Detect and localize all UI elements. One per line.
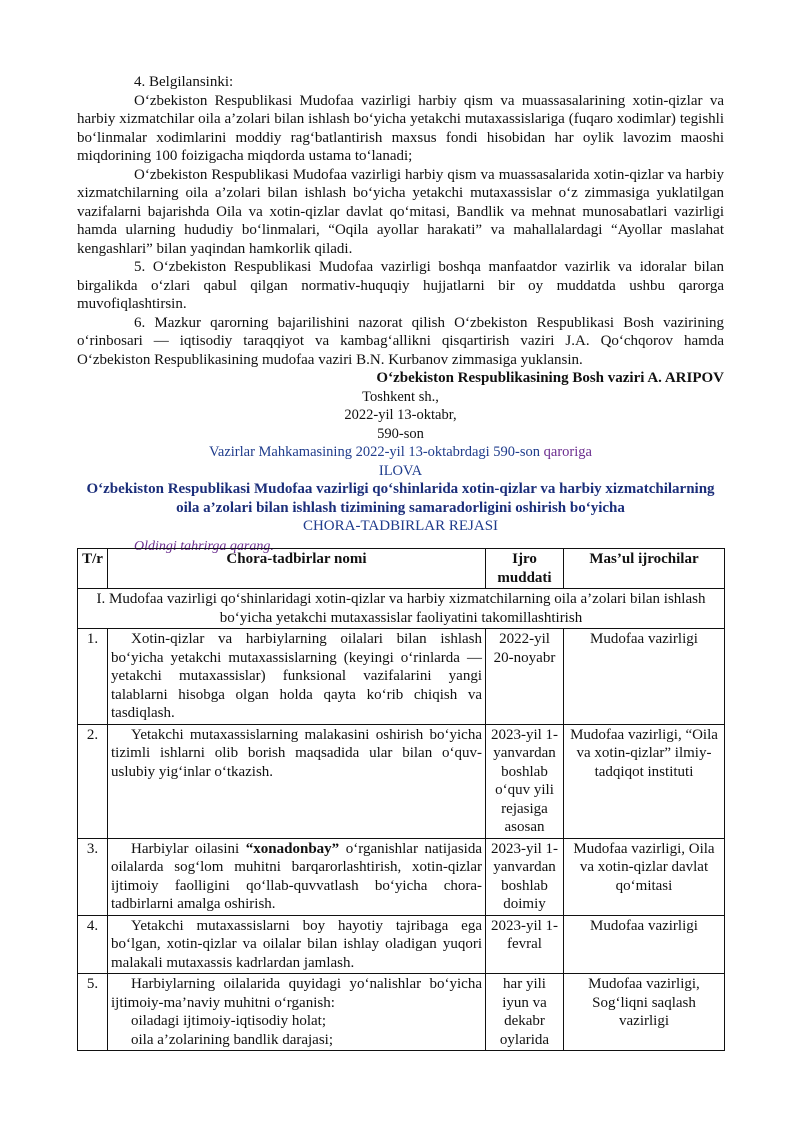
header-term: Ijro muddati — [486, 549, 564, 589]
previous-edition-link[interactable]: Oldingi tahrirga qarang. — [134, 538, 274, 554]
paragraph-6: 6. Mazkur qarorning bajarilishini nazorat qilish O‘zbekiston Respublikasi Bosh vazirining o‘rinbosari — iqtisodiy taraqqiyot va kambag‘allikni qisqartirish vaziri J.A. Qo‘chqorov hamda O‘zbekiston Respublikasining mudofaa vaziri B.N. Kurbanov zimmasiga yuklansin. — [77, 314, 724, 368]
header-name: Chora-tadbirlar nomi — [108, 549, 486, 589]
row-name-text: o‘rganishlar natijasida oilalarda sog‘lom muhitni barqarorlashtirish, xotin-qizlar ijtimoiy faolligini qo‘llab-quvvatlash bo‘yicha chora-tadbirlarni amalga oshirish. — [111, 840, 483, 912]
date: 2022-yil 13-oktabr, — [344, 407, 457, 423]
paragraph-4-a: O‘zbekiston Respublikasi Mudofaa vazirligi harbiy qism va muassasalarining xotin-qizlar va harbiy xizmatchilar oila a’zolari bilan ishlash bo‘yicha yetakchi mutaxassislariga (fuqaro xodimlar) tegishli bo‘linmalar xodimlarini moddiy rag‘batlantirish maxsus fondi hisobidan har oylik lavozim maoshi miqdorining 100 foizigacha miqdorda ustama to‘lanadi; — [77, 92, 724, 164]
row-name-text: Harbiylar oilasini — [131, 840, 246, 857]
table-row — [78, 915, 725, 974]
paragraph-4-heading: 4. Belgilansinki: — [134, 74, 234, 90]
annex-reference — [77, 443, 724, 462]
row-term: har yili iyun va dekabr oylarida — [486, 974, 564, 1051]
annex-reference-text: Vazirlar Mahkamasining 2022-yil 13-oktabrdagi 590-son — [209, 444, 544, 460]
row-responsible: Mudofaa vazirligi, Oila va xotin-qizlar davlat qo‘mitasi — [564, 838, 725, 915]
row-name — [108, 838, 486, 915]
row-name: Xotin-qizlar va harbiylarning oilalari bilan ishlash bo‘yicha yetakchi mutaxassislarning (keyingi o‘rinlarda — yetakchi mutaxassislar) funksional vazifalarini yangi talablarni hisobga olgan holda qayta ko‘rib chiqish va tasdiqlash. — [108, 629, 486, 725]
annex-reference-link[interactable]: qaroriga — [543, 444, 592, 460]
row-term: 2023-yil 1-fevral — [486, 915, 564, 974]
row-responsible: Mudofaa vazirligi, Sog‘liqni saqlash vazirligi — [564, 974, 725, 1051]
table-row — [78, 838, 725, 915]
row-number: 4. — [78, 915, 108, 974]
row-term: 2023-yil 1-yanvardan boshlab o‘quv yili rejasiga asosan — [486, 724, 564, 838]
row-name — [108, 974, 486, 1051]
row-number: 5. — [78, 974, 108, 1051]
document-body — [77, 73, 724, 558]
header-responsible: Mas’ul ijrochilar — [564, 549, 725, 589]
paragraph-4-b: O‘zbekiston Respublikasi Mudofaa vazirligi harbiy qism va muassasalarida xotin-qizlar va harbiy xizmatchilarning oila a’zolari bilan ishlash bo‘yicha yetakchi mutaxassislar o‘z zimmasiga yuklatilgan vazifalarni bajarishda Oila va xotin-qizlar davlat qo‘mitasi, Bandlik va mehnat munosabatlari vazirligi hamda ularning hududiy bo‘linmalari, “Oqila ayollar harakati” va mahallalardagi “Ayollar maslahat kengashlari” bilan yaqindan hamkorlik qiladi. — [77, 166, 724, 257]
table-row — [78, 974, 725, 1051]
plan-title: O‘zbekiston Respublikasi Mudofaa vazirligi qo‘shinlarida xotin-qizlar va harbiy xizmatchilarning oila a’zolari bilan ishlash tizimining samaradorligini oshirish bo‘yicha — [86, 481, 715, 516]
row-number: 3. — [78, 838, 108, 915]
row-name: Yetakchi mutaxassislarni boy hayotiy tajribaga ega bo‘lgan, xotin-qizlar va oilalar bilan ishlay oladigan yuqori malakali mutaxassis kadrlardan jamlash. — [108, 915, 486, 974]
paragraph-5: 5. O‘zbekiston Respublikasi Mudofaa vazirligi boshqa manfaatdor vazirlik va idoralar bilan birgalikda o‘zlari qabul qilgan normativ-huquqiy hujjatlarni bir oy muddatda ushbu qarorga muvofiqlashtirsin. — [77, 259, 724, 312]
header-number: T/r — [78, 549, 108, 589]
document-number: 590-son — [377, 425, 424, 442]
row-number: 1. — [78, 629, 108, 725]
row-subitem: oiladagi ijtimoiy-iqtisodiy holat; — [131, 1013, 326, 1029]
row-number: 2. — [78, 724, 108, 838]
section-row — [78, 589, 725, 629]
row-subitem: oila a’zolarining bandlik darajasi; — [131, 1031, 334, 1048]
row-name-emphasis: “xonadonbay” — [245, 840, 340, 857]
row-term: 2022-yil 20-noyabr — [486, 629, 564, 725]
row-responsible: Mudofaa vazirligi — [564, 629, 725, 725]
table-row — [78, 629, 725, 725]
annex-label: ILOVA — [378, 462, 423, 479]
row-name-text: Harbiylarning oilalarida quyidagi yo‘nalishlar bo‘yicha ijtimoiy-ma’naviy muhitni o‘rganish: — [111, 976, 482, 1011]
row-name: Yetakchi mutaxassislarning malakasini oshirish bo‘yicha tizimli ishlarni olib borish maqsadida ular bilan o‘quv-uslubiy yig‘inlar o‘tkazish. — [108, 724, 486, 838]
row-responsible: Mudofaa vazirligi, “Oila va xotin-qizlar” ilmiy-tadqiqot instituti — [564, 724, 725, 838]
place: Toshkent sh., — [362, 388, 439, 405]
table-row — [78, 724, 725, 838]
action-plan-table — [77, 548, 725, 1051]
signature: O‘zbekiston Respublikasining Bosh vaziri A. ARIPOV — [376, 370, 724, 386]
plan-subtitle: CHORA-TADBIRLAR REJASI — [302, 518, 499, 534]
section-1-title: I. Mudofaa vazirligi qo‘shinlaridagi xotin-qizlar va harbiy xizmatchilarning oila a’zolari bilan ishlash bo‘yicha yetakchi mutaxassislar faoliyatini takomillashtirish — [78, 589, 725, 629]
table-header-row — [78, 549, 725, 589]
row-term: 2023-yil 1-yanvardan boshlab doimiy — [486, 838, 564, 915]
row-responsible: Mudofaa vazirligi — [564, 915, 725, 974]
